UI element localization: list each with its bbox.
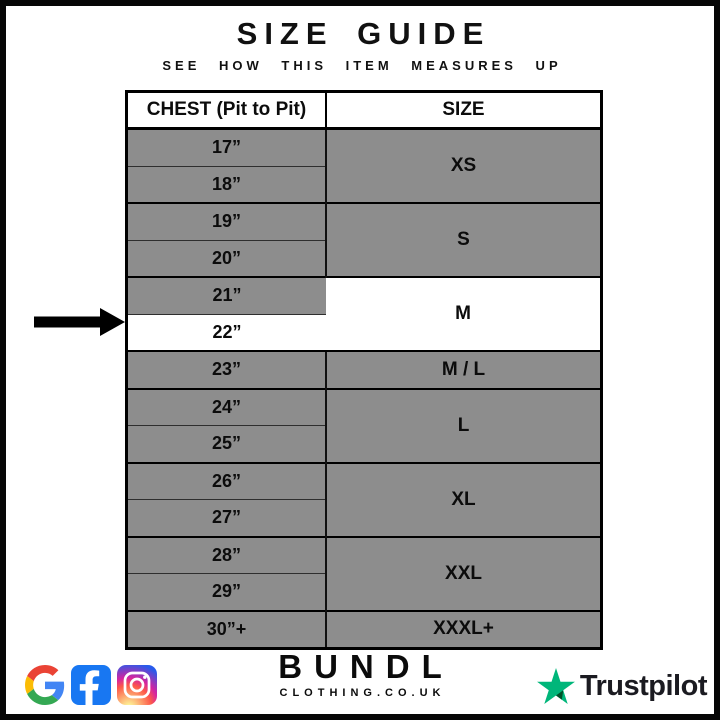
chest-cell: 19” [127,203,327,240]
table-row [127,351,602,389]
table-row [127,277,602,314]
chest-cell: 27” [127,500,327,537]
size-cell: S [326,203,602,277]
chest-cell: 24” [127,389,327,426]
table-row [127,389,602,426]
size-column-header: SIZE [326,92,602,129]
chest-cell: 30”+ [127,611,327,649]
chest-cell: 21” [127,277,327,314]
brand-domain: CLOTHING.CO.UK [279,687,446,699]
size-cell: XS [326,129,602,204]
page-title: SIZE GUIDE [236,16,491,51]
chest-cell: 23” [127,351,327,389]
chest-cell: 20” [127,240,327,277]
size-cell: L [326,389,602,463]
table-row [127,129,602,167]
chest-cell: 25” [127,426,327,463]
size-cell: M / L [326,351,602,389]
size-guide-table [125,90,603,650]
chest-cell: 22” [127,314,327,351]
trustpilot-logo [537,668,707,704]
chest-cell: 18” [127,166,327,203]
page-subtitle: SEE HOW THIS ITEM MEASURES UP [162,58,562,73]
pointer-arrow-icon [34,308,125,336]
chest-cell: 29” [127,574,327,611]
chest-cell: 26” [127,463,327,500]
table-row [127,203,602,240]
size-table-body [127,129,602,649]
table-row [127,463,602,500]
size-cell: M [326,277,602,351]
table-row [127,611,602,649]
size-cell: XXL [326,537,602,611]
brand-name: BUNDL [278,648,454,685]
size-cell: XXXL+ [326,611,602,649]
size-cell: XL [326,463,602,537]
table-header [127,92,602,129]
table-row [127,537,602,574]
header-row [127,92,602,129]
chest-column-header: CHEST (Pit to Pit) [127,92,327,129]
chest-cell: 17” [127,129,327,167]
trustpilot-label: Trustpilot [579,669,707,702]
trustpilot-star-icon [537,668,575,704]
chest-cell: 28” [127,537,327,574]
